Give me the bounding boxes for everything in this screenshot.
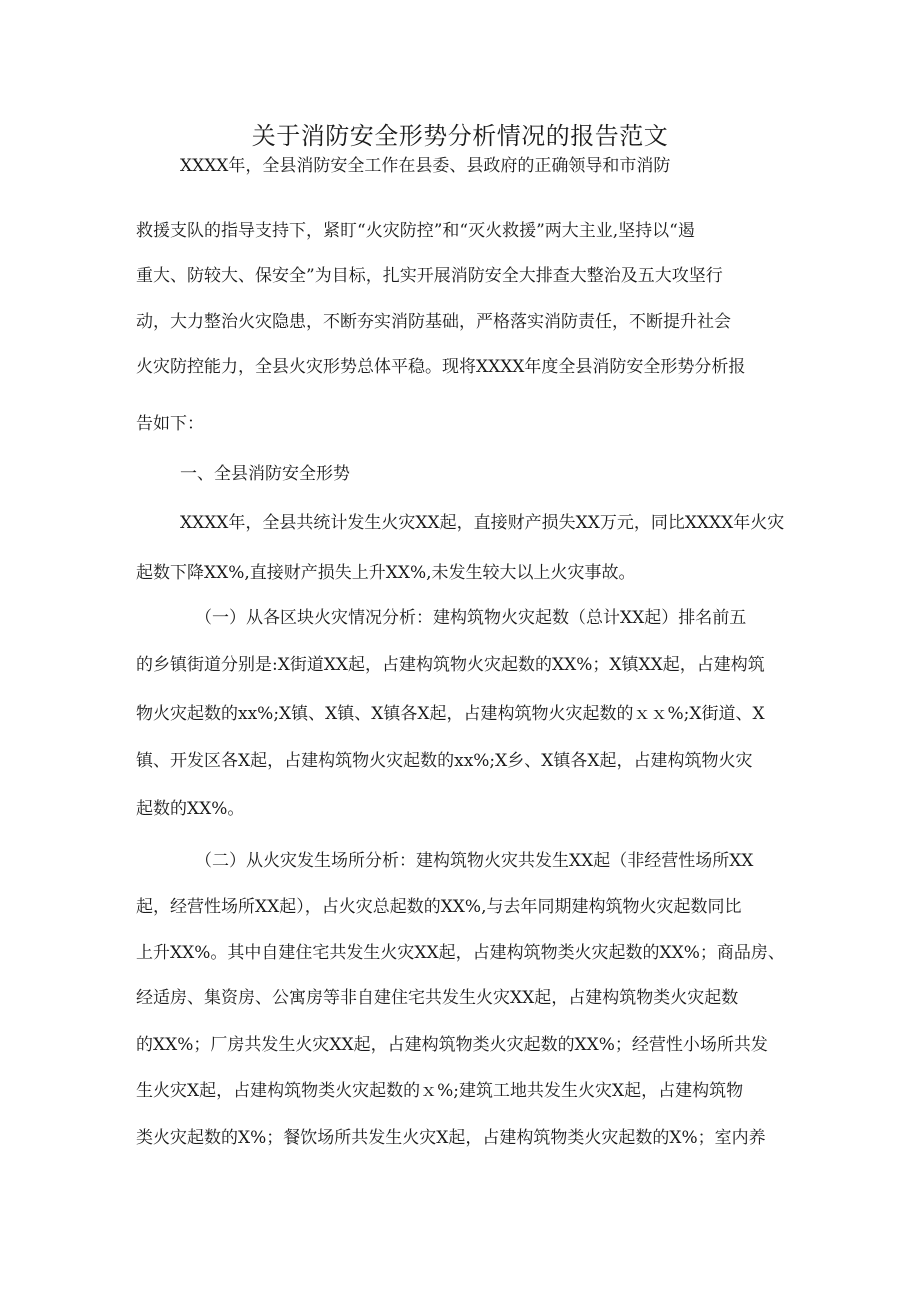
paragraph-line: 的乡镇街道分别是:X街道XX起，占建构筑物火灾起数的XX%；X镇XX起，占建构筑 [136,655,765,675]
paragraph-line: XXXX年，全县共统计发生火灾XX起，直接财产损失XX万元，同比XXXX年火灾 [180,513,785,533]
paragraph-line: 物火灾起数的xx%;X镇、X镇、X镇各X起，占建构筑物火灾起数的ｘｘ%;X街道、X [136,704,765,724]
paragraph-line: 经适房、集资房、公寓房等非自建住宅共发生火灾XX起，占建构筑物类火灾起数 [136,988,739,1008]
document-title: 关于消防安全形势分析情况的报告范文 [251,122,669,150]
paragraph-line: XXXX年，全县消防安全工作在县委、县政府的正确领导和市消防 [180,156,671,176]
paragraph-line: 起，经营性场所XX起），占火灾总起数的XX%,与去年同期建构筑物火灾起数同比 [136,897,742,917]
paragraph-line: 动，大力整治火灾隐患，不断夯实消防基础，严格落实消防责任，不断提升社会 [136,312,731,332]
paragraph-line: 上升XX%。其中自建住宅共发生火灾XX起，占建构筑物类火灾起数的XX%；商品房、 [136,943,785,963]
paragraph-line: 告如下： [136,414,204,434]
paragraph-line: 生火灾X起，占建构筑物类火灾起数的ｘ%;建筑工地共发生火灾X起，占建构筑物 [136,1081,744,1101]
paragraph-line: 重大、防较大、保安全”为目标，扎实开展消防安全大排查大整治及五大攻坚行 [136,266,723,286]
paragraph-line: （二）从火灾发生场所分析：建构筑物火灾共发生XX起（非经营性场所XX [195,851,754,871]
paragraph-line: 类火灾起数的X%；餐饮场所共发生火灾X起，占建构筑物类火灾起数的X%；室内养 [136,1128,766,1148]
paragraph-line: （一）从各区块火灾情况分析：建构筑物火灾起数（总计XX起）排名前五 [195,608,747,628]
paragraph-line: 的XX%；厂房共发生火灾XX起，占建构筑物类火灾起数的XX%；经营性小场所共发 [136,1035,768,1055]
section-heading: 一、全县消防安全形势 [180,464,350,484]
paragraph-line: 起数的XX%。 [136,799,245,819]
paragraph-line: 起数下降XX%,直接财产损失上升XX%,未发生较大以上火灾事故。 [136,563,636,583]
paragraph-line: 救援支队的指导支持下，紧盯“火灾防控”和“灭火救援”两大主业,坚持以“遏 [136,221,695,241]
paragraph-line: 火灾防控能力，全县火灾形势总体平稳。现将XXXX年度全县消防安全形势分析报 [136,357,746,377]
paragraph-line: 镇、开发区各X起，占建构筑物火灾起数的xx%;X乡、X镇各X起，占建构筑物火灾 [136,751,753,771]
